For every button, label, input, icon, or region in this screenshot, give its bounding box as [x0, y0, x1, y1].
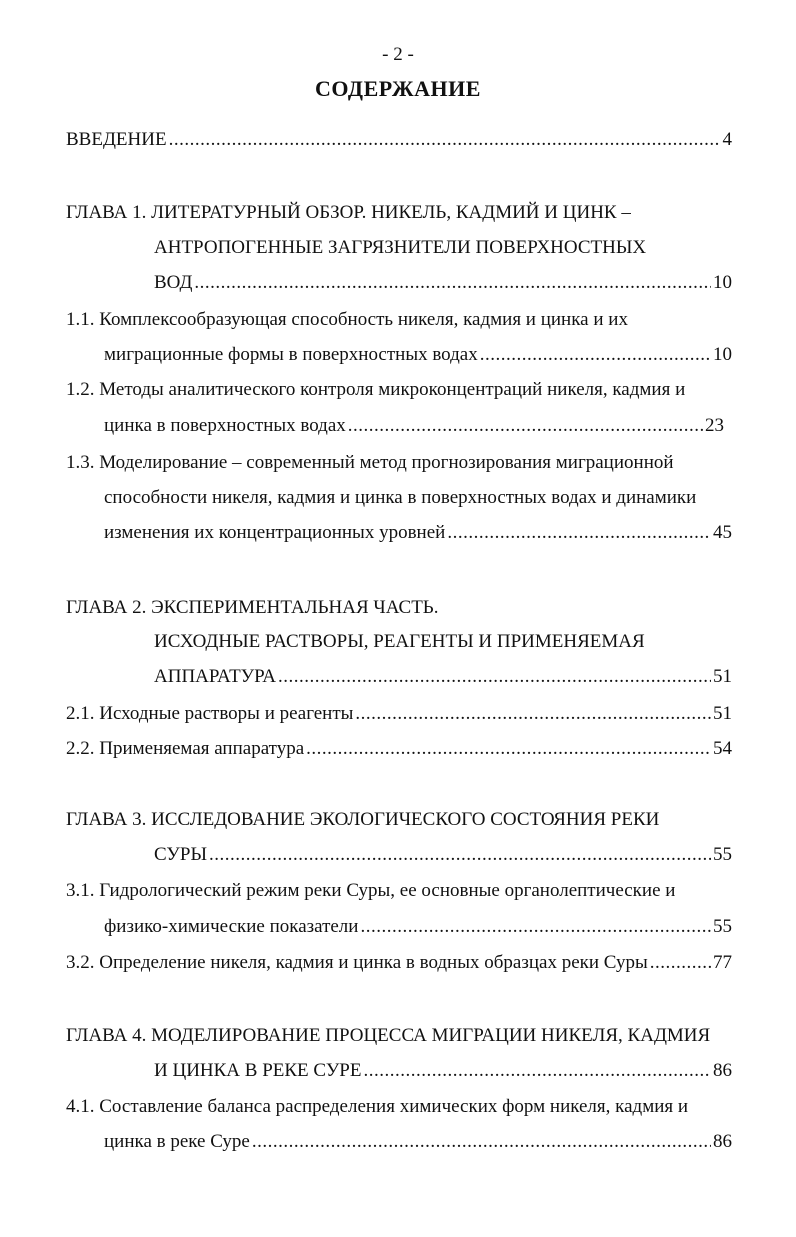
chapter-3-heading-line-1: ГЛАВА 3. ИССЛЕДОВАНИЕ ЭКОЛОГИЧЕСКОГО СОСТОЯНИЯ РЕКИ	[66, 809, 660, 830]
toc-page-number: 51	[713, 666, 732, 687]
toc-entry-label: физико-химические показатели	[104, 916, 359, 937]
page-number: - 2 -	[382, 44, 414, 65]
dot-leader	[360, 915, 711, 939]
chapter-4-heading-line-1: ГЛАВА 4. МОДЕЛИРОВАНИЕ ПРОЦЕССА МИГРАЦИИ НИКЕЛЯ, КАДМИЯ	[66, 1025, 711, 1046]
toc-page-number: 54	[713, 738, 732, 759]
toc-entry-label: ВОД	[154, 272, 193, 293]
toc-entry-section-1-3[interactable]	[104, 521, 732, 545]
section-3-1-line-1: 3.1. Гидрологический режим реки Суры, ее основные органолептические и	[66, 880, 676, 901]
toc-entry-section-1-1[interactable]	[104, 343, 732, 367]
chapter-1-heading-line-2: АНТРОПОГЕННЫЕ ЗАГРЯЗНИТЕЛИ ПОВЕРХНОСТНЫХ	[154, 237, 647, 258]
dot-leader	[447, 521, 711, 545]
toc-entry-chapter-3[interactable]	[154, 843, 732, 867]
toc-entry-label: 3.2. Определение никеля, кадмия и цинка в водных образцах реки Суры	[66, 952, 648, 973]
dot-leader	[650, 951, 711, 975]
toc-entry-chapter-1[interactable]	[154, 271, 732, 295]
page-title: СОДЕРЖАНИЕ	[315, 76, 481, 101]
toc-entry-section-4-1[interactable]	[104, 1130, 732, 1154]
toc-entry-section-3-1[interactable]	[104, 915, 732, 939]
toc-entry-chapter-2[interactable]	[154, 665, 732, 689]
toc-page-number: 10	[713, 272, 732, 293]
toc-entry-label: АППАРАТУРА	[154, 666, 276, 687]
chapter-2-heading-line-1: ГЛАВА 2. ЭКСПЕРИМЕНТАЛЬНАЯ ЧАСТЬ.	[66, 597, 439, 618]
dot-leader	[348, 414, 703, 438]
dot-leader	[194, 271, 711, 295]
dot-leader	[278, 665, 711, 689]
toc-page-number: 45	[713, 522, 732, 543]
toc-entry-label: цинка в реке Суре	[104, 1131, 250, 1152]
dot-leader	[306, 737, 711, 761]
toc-page-number: 77	[713, 952, 732, 973]
section-1-3-line-1: 1.3. Моделирование – современный метод прогнозирования миграционной	[66, 452, 674, 473]
toc-page-number: 86	[713, 1131, 732, 1152]
toc-entry-section-2-1[interactable]	[66, 702, 732, 726]
toc-entry-section-1-2[interactable]	[104, 414, 724, 438]
toc-entry-introduction[interactable]	[66, 128, 732, 152]
section-1-1-line-1: 1.1. Комплексообразующая способность никеля, кадмия и цинка и их	[66, 309, 628, 330]
section-1-3-line-2: способности никеля, кадмия и цинка в поверхностных водах и динамики	[104, 487, 697, 508]
toc-entry-label: ВВЕДЕНИЕ	[66, 129, 167, 150]
toc-entry-label: 2.1. Исходные растворы и реагенты	[66, 703, 354, 724]
toc-entry-label: СУРЫ	[154, 844, 208, 865]
toc-entry-label: миграционные формы в поверхностных водах	[104, 344, 478, 365]
chapter-2-heading-line-2: ИСХОДНЫЕ РАСТВОРЫ, РЕАГЕНТЫ И ПРИМЕНЯЕМАЯ	[154, 631, 645, 652]
toc-entry-label: цинка в поверхностных водах	[104, 415, 346, 436]
toc-entry-label: 2.2. Применяемая аппаратура	[66, 738, 305, 759]
dot-leader	[209, 843, 711, 867]
toc-page-number: 55	[713, 844, 732, 865]
dot-leader	[480, 343, 711, 367]
toc-page-number: 55	[713, 916, 732, 937]
toc-page-number: 4	[722, 129, 732, 150]
toc-page-number: 10	[713, 344, 732, 365]
toc-page-number: 23	[705, 415, 724, 436]
chapter-1-heading-line-1: ГЛАВА 1. ЛИТЕРАТУРНЫЙ ОБЗОР. НИКЕЛЬ, КАДМИЙ И ЦИНК –	[66, 202, 631, 223]
toc-entry-label: изменения их концентрационных уровней	[104, 522, 446, 543]
dot-leader	[169, 128, 721, 152]
toc-entry-section-2-2[interactable]	[66, 737, 732, 761]
toc-page-number: 51	[713, 703, 732, 724]
toc-entry-chapter-4[interactable]	[154, 1059, 732, 1083]
dot-leader	[252, 1130, 711, 1154]
section-1-2-line-1: 1.2. Методы аналитического контроля микроконцентраций никеля, кадмия и	[66, 379, 686, 400]
dot-leader	[363, 1059, 711, 1083]
dot-leader	[355, 702, 711, 726]
toc-page-number: 86	[713, 1060, 732, 1081]
toc-entry-label: И ЦИНКА В РЕКЕ СУРЕ	[154, 1060, 362, 1081]
toc-entry-section-3-2[interactable]	[66, 951, 732, 975]
section-4-1-line-1: 4.1. Составление баланса распределения химических форм никеля, кадмия и	[66, 1096, 689, 1117]
